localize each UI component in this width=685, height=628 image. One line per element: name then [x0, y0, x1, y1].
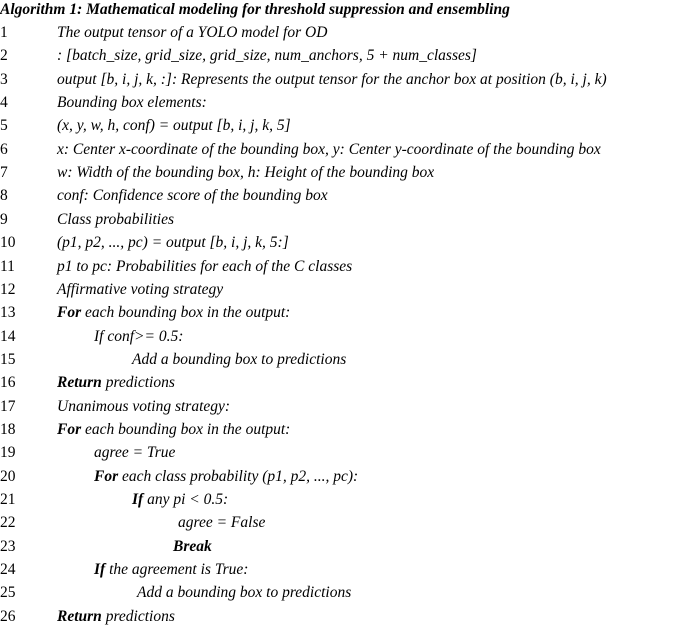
line-text: : [batch_size, grid_size, grid_size, num_anchors, 5 + num_classes]: [57, 47, 477, 65]
line-text: (p1, p2, ..., pc) = output [b, i, j, k, 5:]: [57, 234, 289, 252]
line-text: The output tensor of a YOLO model for OD: [57, 24, 328, 41]
line-number: 2: [0, 47, 8, 65]
line-text: [94, 465, 358, 488]
line-number: 5: [0, 117, 8, 135]
line-number: 17: [0, 397, 16, 415]
algorithm-title: Algorithm 1: Mathematical modeling for threshold suppression and ensembling: [0, 1, 510, 18]
line-text: Class probabilities: [57, 210, 174, 228]
line-number: 9: [0, 210, 8, 228]
line-number: 3: [0, 70, 8, 88]
line-text: conf: Confidence score of the bounding box: [57, 187, 328, 205]
line-text: p1 to pc: Probabilities for each of the C classes: [57, 257, 353, 275]
line-text-rest: predictions: [101, 607, 175, 625]
line-number: 1: [0, 24, 8, 41]
line-number: 6: [0, 140, 8, 158]
line-text: agree = False: [178, 514, 266, 532]
line-text: Unanimous voting strategy:: [57, 397, 231, 415]
line-number: 21: [0, 491, 16, 508]
line-number: 4: [0, 94, 8, 112]
keyword-for: For: [57, 304, 82, 322]
line-number: 23: [0, 537, 16, 555]
keyword-break: Break: [173, 537, 212, 555]
line-number: 11: [0, 257, 15, 275]
line-text-rest: the agreement is True:: [105, 561, 249, 579]
line-number: 22: [0, 514, 16, 532]
line-text: agree = True: [94, 444, 176, 462]
line-number: 12: [0, 280, 16, 298]
line-text: [94, 558, 248, 581]
line-number: 15: [0, 350, 16, 368]
line-text: w: Width of the bounding box, h: Height of the bounding box: [57, 164, 435, 182]
line-text: [57, 371, 175, 394]
line-text: output [b, i, j, k, :]: Represents the output tensor for the anchor box at position (b, i, j, k): [57, 70, 607, 88]
line-number: 14: [0, 327, 16, 345]
line-text: (x, y, w, h, conf) = output [b, i, j, k, 5]: [57, 117, 291, 135]
line-number: 8: [0, 187, 8, 205]
line-text: [57, 301, 290, 324]
line-text: [132, 488, 228, 511]
keyword-return: Return: [57, 374, 102, 392]
line-number: 20: [0, 467, 16, 485]
keyword-return: Return: [57, 607, 102, 625]
line-text: x: Center x-coordinate of the bounding box, y: Center y-coordinate of the bounding box: [57, 140, 601, 158]
keyword-for: For: [94, 467, 119, 485]
line-number: 25: [0, 584, 16, 602]
keyword-if: If: [94, 561, 106, 579]
line-text-rest: each bounding box in the output:: [81, 304, 291, 322]
line-text-rest: any pi < 0.5:: [143, 491, 229, 508]
line-number: 19: [0, 444, 16, 462]
line-number: 7: [0, 164, 8, 182]
keyword-if: If: [132, 491, 144, 508]
line-text-rest: each class probability (p1, p2, ..., pc):: [118, 467, 359, 485]
line-text: Affirmative voting strategy: [57, 280, 224, 298]
line-text: If conf>= 0.5:: [94, 327, 184, 345]
line-number: 26: [0, 607, 16, 625]
line-text: Add a bounding box to predictions: [132, 350, 347, 368]
line-text: Bounding box elements:: [57, 94, 207, 112]
line-text: Add a bounding box to predictions: [137, 584, 352, 602]
line-number: 16: [0, 374, 16, 392]
line-text: [57, 418, 290, 441]
line-number: 18: [0, 420, 16, 438]
line-number: 13: [0, 304, 16, 322]
line-number: 10: [0, 234, 16, 252]
line-text: [173, 535, 212, 558]
line-text: [57, 605, 175, 628]
line-text-rest: predictions: [101, 374, 175, 392]
line-number: 24: [0, 561, 16, 579]
keyword-for: For: [57, 420, 82, 438]
line-text-rest: each bounding box in the output:: [81, 420, 291, 438]
